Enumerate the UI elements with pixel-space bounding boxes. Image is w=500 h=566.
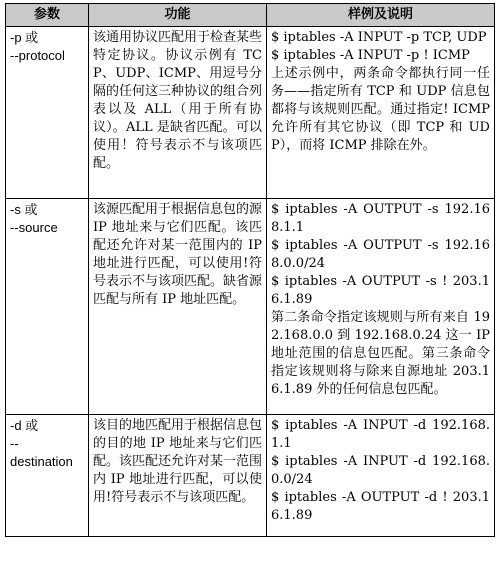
example-command: $ iptables -A INPUT -p ! ICMP [271,48,470,63]
example-explanation: 上述示例中，两条命令都执行同一任务——指定所有 TCP 和 UDP 信息包都将与该规则匹配。通过指定! ICMP 允许所有其它协议（即 TCP 和 UDP），而将 ICMP 排除在外。 [271,66,490,153]
function-cell: 该目的地匹配用于根据信息包的目的地 IP 地址来与它们匹配。该匹配还允许对某一范围内 IP 地址进行匹配，可以使用!符号表示不与该项匹配。 [89,415,267,537]
example-command: $ iptables -A OUTPUT -s ! 203.16.1.89 [271,274,490,307]
param-cell [6,27,89,199]
header-row [6,4,495,27]
example-cell [267,199,495,415]
example-cell [267,27,495,199]
table-row-source [6,199,495,415]
example-command: $ iptables -A OUTPUT -s 192.168.1.1 [271,202,490,235]
example-command: $ iptables -A INPUT -p TCP, UDP [271,30,487,45]
example-cell [267,415,495,537]
example-command: $ iptables -A INPUT -d 192.168.0.0/24 [271,454,490,487]
parameter-table [5,3,495,537]
param-cell [6,199,89,415]
example-explanation: 第二条命令指定该规则与所有来自 192.168.0.0 到 192.168.0.24 这一 IP 地址范围的信息包匹配。第三条命令指定该规则将与除来自源地址 203.16.1.89 外的任何信息包匹配。 [271,310,490,397]
example-command: $ iptables -A OUTPUT -s 192.168.0.0/24 [271,238,490,271]
param-name: -d 或 [10,418,39,433]
param-long-name-part: destination [10,454,73,469]
header-function: 功能 [89,4,267,27]
example-command: $ iptables -A INPUT -d 192.168.1.1 [271,418,490,451]
param-name: -p 或 [10,30,39,45]
param-long-name: --protocol [10,48,65,63]
param-name: -s 或 [10,202,38,217]
function-cell: 该通用协议匹配用于检查某些特定协议。协议示例有 TCP、UDP、ICMP、用逗号分隔的任何这三种协议的组合列表以及 ALL（用于所有协议）。ALL 是缺省匹配。可以使用！符号表示不与该项匹配。 [89,27,267,199]
table-body [6,27,495,537]
function-cell: 该源匹配用于根据信息包的源 IP 地址来与它们匹配。该匹配还允许对某一范围内的 IP 地址进行匹配，可以使用!符号表示不与该项匹配。缺省源匹配与所有 IP 地址匹配。 [89,199,267,415]
param-cell [6,415,89,537]
param-long-name-part: -- [10,436,19,451]
table-row-destination [6,415,495,537]
example-command: $ iptables -A OUTPUT -d ! 203.16.1.89 [271,490,490,523]
table-header [6,4,495,27]
param-long-name: --source [10,220,58,235]
table-row-protocol [6,27,495,199]
header-param: 参数 [6,4,89,27]
header-example: 样例及说明 [267,4,495,27]
